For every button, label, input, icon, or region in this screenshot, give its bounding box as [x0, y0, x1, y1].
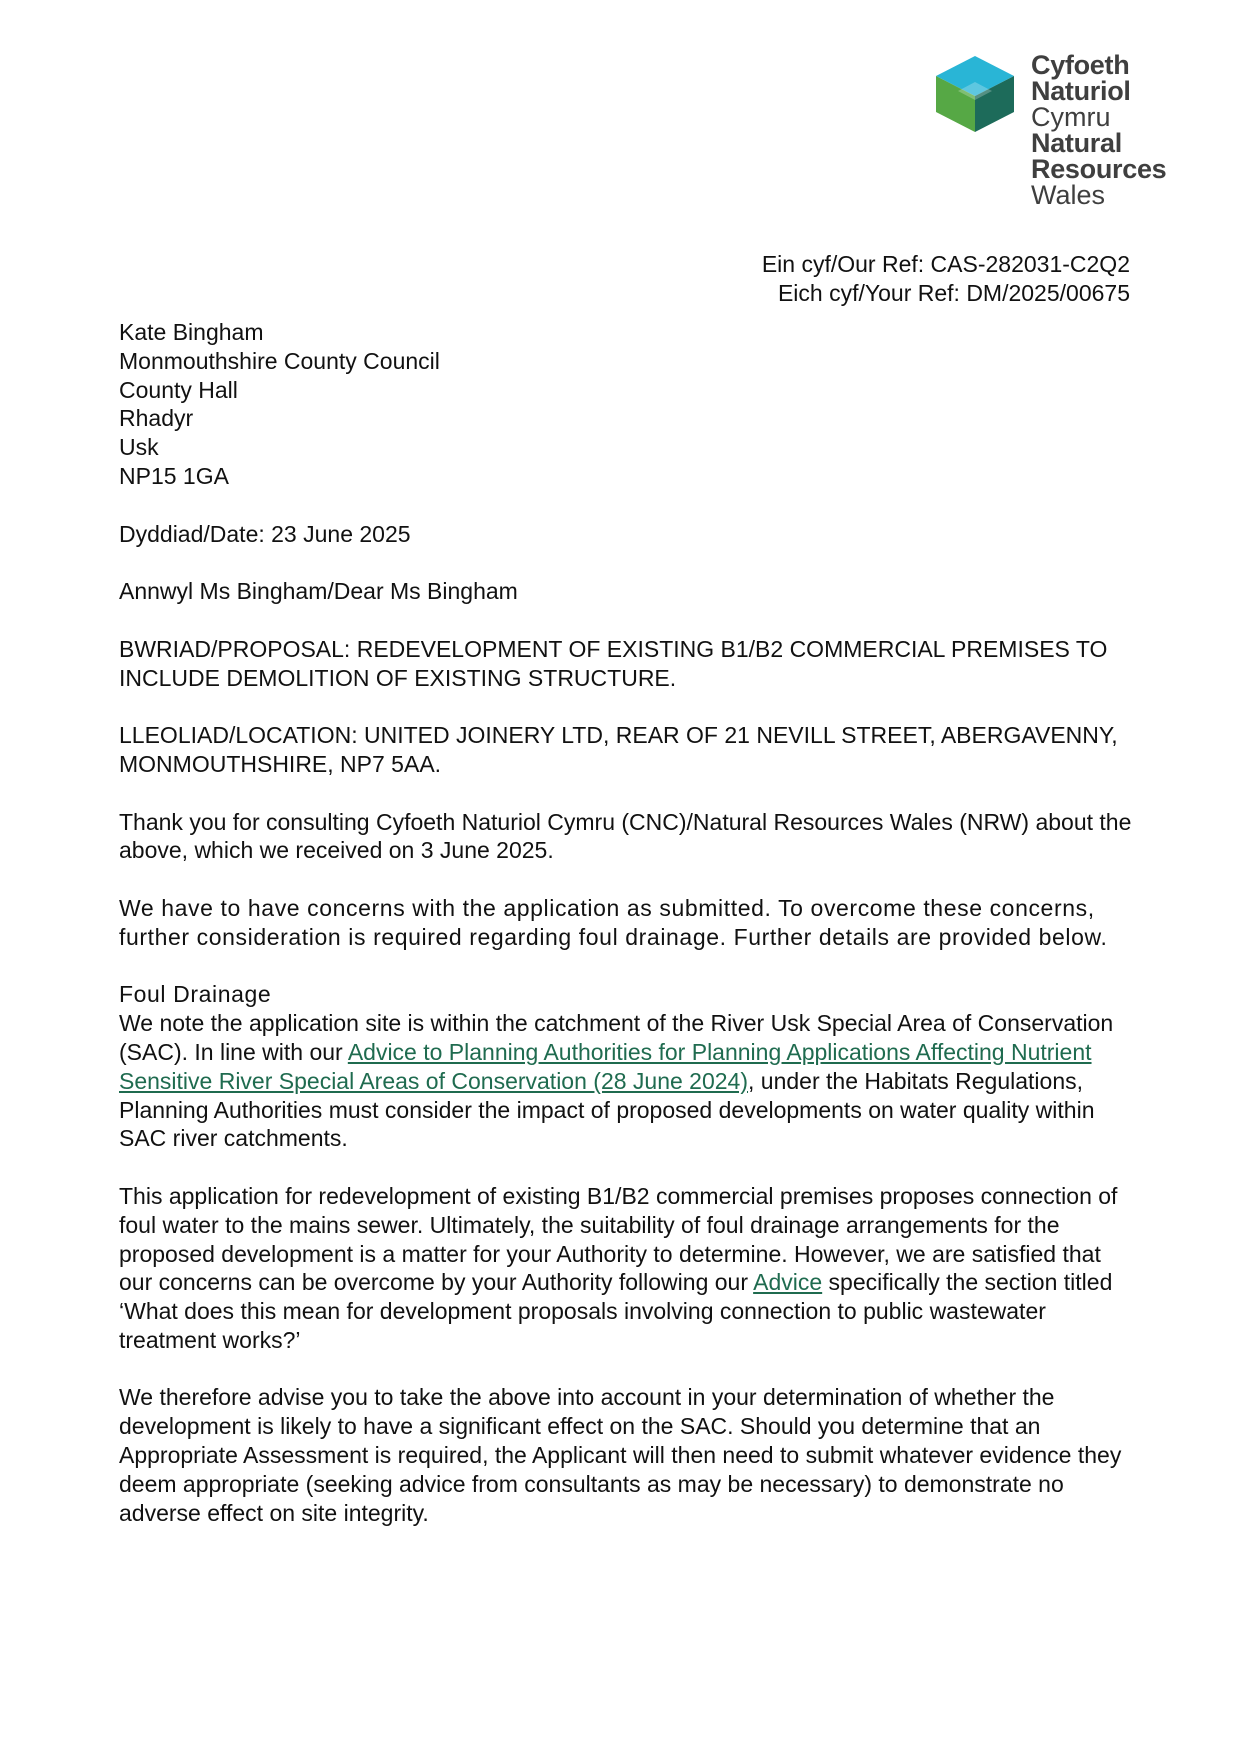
logo-text-wales: Wales	[1031, 180, 1106, 210]
recipient-address	[119, 318, 1139, 491]
foul-drainage-paragraph-3: We therefore advise you to take the above into account in your determination of whether the development is likely to have a significant effect on the SAC. Should you determine that an Appropriate Assessment is required, the Applicant will then need to submit whatever evidence they deem appropriate (seeking advice from consultants as may be necessary) to demonstrate no adverse effect on site integrity.	[119, 1384, 1122, 1526]
foul-p2-text-after: specifically the section titled ‘What does this mean for development proposals involving connection to public wastewater treatment works?’	[119, 1269, 1113, 1353]
location-heading: LLEOLIAD/LOCATION: UNITED JOINERY LTD, REAR OF 21 NEVILL STREET, ABERGAVENNY, MONMOUTHSHIRE, NP7 5AA.	[119, 722, 1118, 777]
salutation: Annwyl Ms Bingham/Dear Ms Bingham	[119, 578, 518, 605]
letter-body	[119, 318, 1139, 1556]
proposal-heading: BWRIAD/PROPOSAL: REDEVELOPMENT OF EXISTING B1/B2 COMMERCIAL PREMISES TO INCLUDE DEMOLITION OF EXISTING STRUCTURE.	[119, 635, 1108, 691]
foul-drainage-heading: Foul Drainage	[119, 981, 272, 1008]
address-line-3: Usk	[119, 434, 159, 461]
logo-text-naturiol: Naturiol	[1031, 76, 1131, 106]
foul-p1-text-after: , under the Habitats Regulations, Planning Authorities must consider the impact of proposed developments on water quality within SAC river catchments.	[119, 1067, 1095, 1152]
nrw-hexagon-logo-icon	[934, 54, 1016, 134]
our-reference: Ein cyf/Our Ref: CAS-282031-C2Q2	[761, 251, 1130, 277]
recipient-organisation: Monmouthshire County Council	[119, 347, 440, 374]
reference-block	[762, 250, 1130, 308]
concerns-paragraph: We have to have concerns with the application as submitted. To overcome these concerns, further consideration is required regarding foul drainage. Further details are provided below.	[119, 894, 1108, 950]
letter-date: Dyddiad/Date: 23 June 2025	[119, 520, 411, 547]
advice-link[interactable]: Advice	[753, 1269, 823, 1296]
address-postcode: NP15 1GA	[119, 462, 229, 489]
logo-text-cyfoeth: Cyfoeth	[1031, 50, 1130, 80]
recipient-name: Kate Bingham	[119, 319, 264, 345]
logo-text-cymru: Cymru	[1031, 102, 1111, 132]
foul-drainage-paragraph-2	[119, 1182, 1139, 1355]
address-line-1: County Hall	[119, 376, 238, 403]
logo-text-resources: Resources	[1031, 154, 1167, 184]
foul-p2-text-before: This application for redevelopment of existing B1/B2 commercial premises proposes connection of foul water to the mains sewer. Ultimately, the suitability of foul drainage arrangements for the proposed development is a matter for your Authority to determine. However, we are satisfied that our concerns can be overcome by your Authority following our	[119, 1182, 1118, 1296]
logo-text-natural: Natural	[1031, 128, 1122, 158]
nrw-logo	[934, 52, 1189, 222]
foul-drainage-paragraph-1	[119, 1009, 1139, 1153]
address-line-2: Rhadyr	[119, 405, 194, 432]
thanks-paragraph: Thank you for consulting Cyfoeth Naturiol Cymru (CNC)/Natural Resources Wales (NRW) about the above, which we received on 3 June 2025.	[119, 808, 1132, 864]
advice-planning-authorities-link[interactable]: Advice to Planning Authorities for Planning Applications Affecting Nutrient Sensitive River Special Areas of Conservation (28 June 2024)	[119, 1038, 1092, 1094]
your-reference: Eich cyf/Your Ref: DM/2025/00675	[777, 280, 1130, 306]
foul-p1-text-before: We note the application site is within the catchment of the River Usk Special Area of Conservation (SAC). In line with our	[119, 1010, 1114, 1065]
